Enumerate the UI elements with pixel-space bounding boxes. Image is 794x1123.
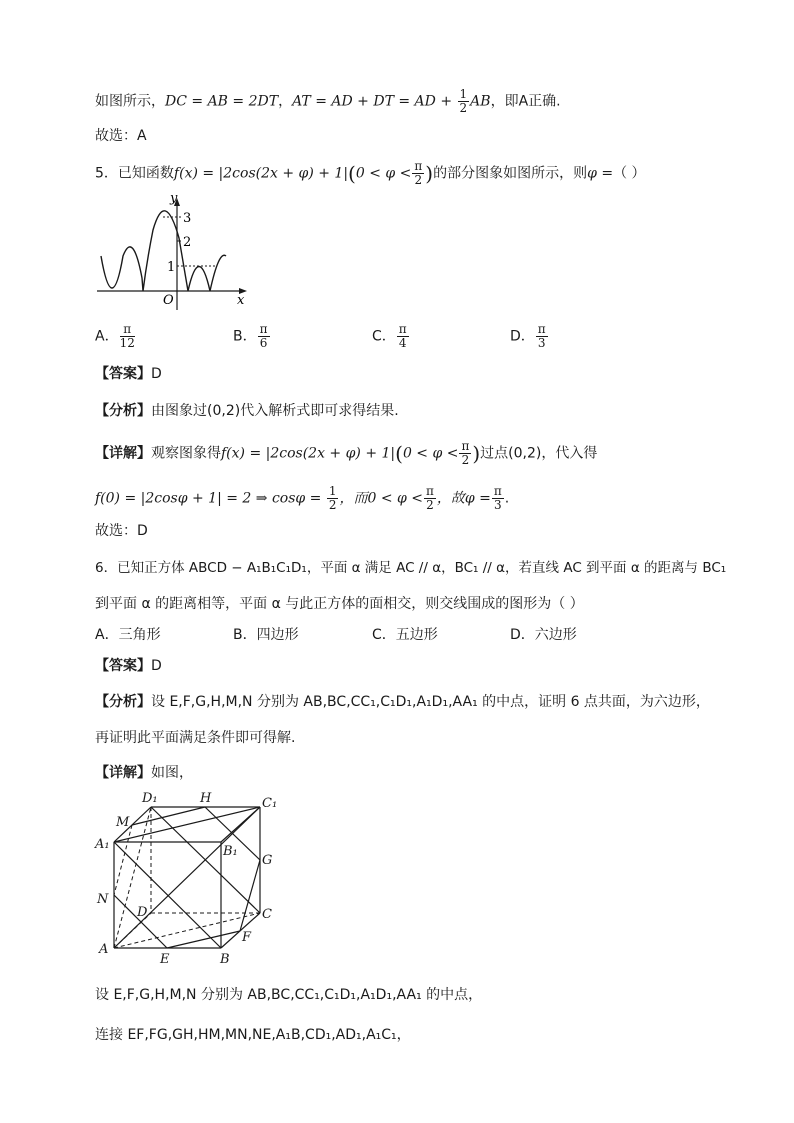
vector-equation-1: DC = AB = 2DT — [165, 93, 279, 110]
detail-q6: 【详解】如图， — [95, 765, 193, 781]
half-fraction: $\frac{1}{2}$ — [459, 87, 468, 115]
curve — [101, 211, 226, 291]
analysis-q5: 【分析】由图象过(0,2)代入解析式即可求得结果. — [95, 403, 399, 419]
q6-option-a: A．三角形 — [95, 627, 161, 643]
label-f: F — [242, 930, 252, 945]
label-e: E — [160, 952, 170, 967]
connect-line: 连接 EF,FG,GH,HM,MN,NE,A₁B,CD₁,AD₁,A₁C₁， — [95, 1027, 411, 1043]
answer-q5: 【答案】D — [95, 366, 162, 382]
label-d1: D₁ — [142, 791, 158, 806]
label-m: M — [116, 815, 130, 830]
label-a1: A₁ — [95, 837, 110, 852]
analysis-q6-line-1: 【分析】设 E,F,G,H,M,N 分别为 AB,BC,CC₁,C₁D₁,A₁D₁,AA₁ 的中点，证明 6 点共面，为六边形， — [95, 694, 710, 710]
answer-q6: 【答案】D — [95, 658, 162, 674]
vector-equation-2: AT = AD + DT = AD + — [292, 93, 457, 110]
line-ef — [167, 931, 240, 948]
analysis-q6-line-2: 再证明此平面满足条件即可得解. — [95, 730, 296, 746]
tick-label-1: 1 — [167, 260, 176, 275]
q6-option-c: C．五边形 — [372, 627, 438, 643]
intro-line: 如图所示，DC = AB = 2DT，AT = AD + DT = AD + $\frac{1}{2}$ AB，即A正确. — [95, 87, 561, 115]
label-g: G — [262, 853, 273, 868]
question-6-line-1: 6．已知正方体 ABCD − A₁B₁C₁D₁，平面 α 满足 AC // α，BC₁ // α，若直线 AC 到平面 α 的距离与 BC₁ — [95, 560, 727, 576]
origin-label: O — [163, 293, 174, 308]
function-graph — [95, 190, 255, 315]
label-n: N — [97, 892, 109, 907]
answer-q4: 故选：A — [95, 128, 147, 144]
label-c1: C₁ — [262, 796, 278, 811]
line-fg — [240, 860, 260, 931]
label-a: A — [99, 942, 109, 957]
option-a: A． $\frac{\pi}{12}$ — [95, 322, 135, 350]
choose-q5: 故选：D — [95, 523, 148, 539]
cube-figure — [90, 785, 290, 970]
calculation-q5: f(0) = |2cosφ + 1| = 2 ⇒ cosφ = $\frac{1}{2}$ ，而0 < φ < $\frac{\pi}{2}$ ，故φ = $\frac{\pi}{3}$ . — [95, 484, 510, 512]
y-label: y — [170, 191, 178, 206]
detail-q5: 【详解】观察图象得f(x) = |2cos(2x + φ) + 1|(0 < φ < $\frac{\pi}{2}$ )过点(0,2)，代入得 — [95, 439, 598, 467]
question-5: 5．已知函数f(x) = |2cos(2x + φ) + 1|(0 < φ < $\frac{\pi}{2}$ )的部分图象如图所示，则φ =（ ） — [95, 159, 646, 187]
label-b: B — [220, 952, 230, 967]
function-expression: f(x) = |2cos(2x + φ) + 1| — [173, 165, 349, 182]
label-h: H — [200, 791, 212, 806]
option-d: D． $\frac{\pi}{3}$ — [510, 322, 546, 350]
tick-label-3: 3 — [183, 211, 192, 226]
label-b1: B₁ — [223, 844, 238, 859]
option-c: C． $\frac{\pi}{4}$ — [372, 322, 407, 350]
question-6-line-2: 到平面 α 的距离相等，平面 α 与此正方体的面相交，则交线围成的图形为（ ） — [95, 596, 584, 612]
set-midpoints-line: 设 E,F,G,H,M,N 分别为 AB,BC,CC₁,C₁D₁,A₁D₁,AA₁ 的中点， — [95, 987, 483, 1003]
hidden-line-mn — [114, 825, 132, 895]
x-label: x — [237, 293, 245, 308]
q6-option-d: D．六边形 — [510, 627, 577, 643]
tick-label-2: 2 — [183, 235, 192, 250]
label-d: D — [137, 905, 148, 920]
label-c: C — [262, 907, 272, 922]
option-b: B． $\frac{\pi}{6}$ — [233, 322, 268, 350]
q6-option-b: B．四边形 — [233, 627, 299, 643]
